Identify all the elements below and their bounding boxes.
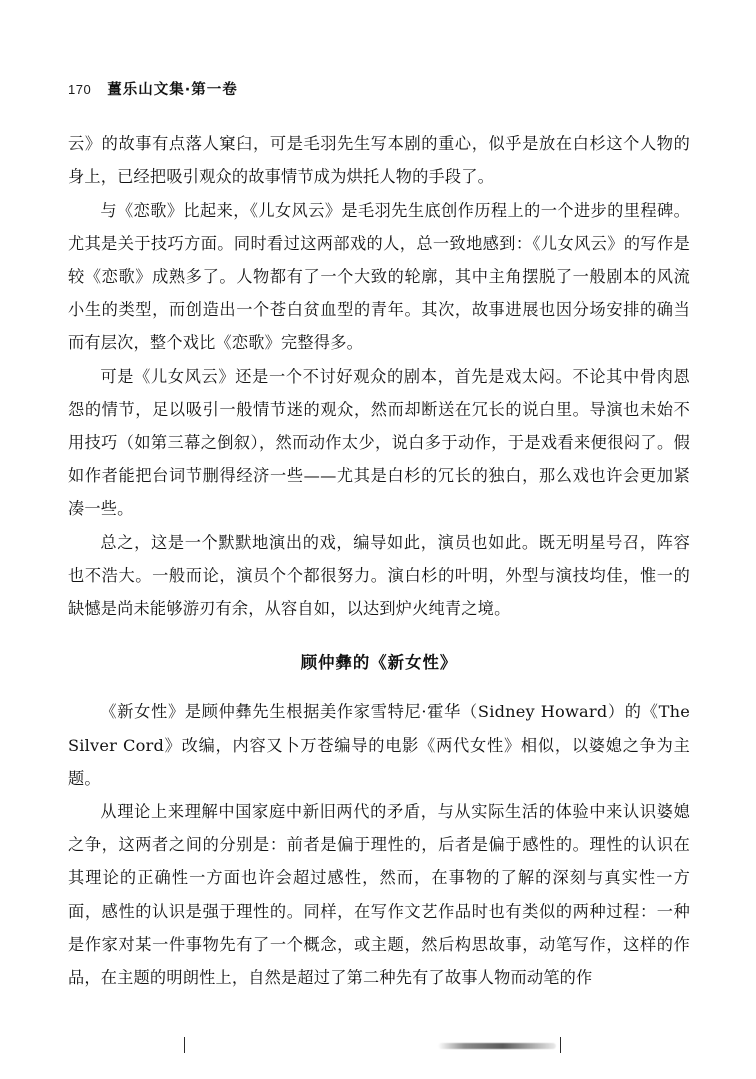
page-number: 170 [68,82,92,97]
section-heading: 顾仲彝的《新女性》 [300,653,458,673]
page-footer-marks [0,1033,756,1053]
running-title: 薑乐山文集·第一卷 [107,82,238,98]
registration-tick-right [560,1037,561,1053]
page-header [68,78,688,99]
scan-smudge [438,1043,556,1049]
paragraph: 可是《儿女风云》还是一个不讨好观众的剧本，首先是戏太闷。不论其中骨肉恩怨的情节，足以吸引一般情节迷的观众，然而却断送在冗长的说白里。导演也未始不用技巧（如第三幕之倒叙），然而动作太少，说白多于动作，于是戏看来便很闷了。假如作者能把台词节删得经济一些——尤其是白杉的冗长的独白，那么戏也许会更加紧凑一些。 [68,366,690,519]
paragraph: 云》的故事有点落人窠臼，可是毛羽先生写本剧的重心，似乎是放在白杉这个人物的身上，已经把吸引观众的故事情节成为烘托人物的手段了。 [68,134,690,187]
paragraph: 从理论上来理解中国家庭中新旧两代的矛盾，与从实际生活的体验中来认识婆媳之争，这两者之间的分别是：前者是偏于理性的，后者是偏于感性的。理性的认识在其理论的正确性一方面也许会超过感性，然而，在事物的了解的深刻与真实性一方面，感性的认识是强于理性的。同样，在写作文艺作品时也有类似的两种过程：一种是作家对某一件事物先有了一个概念，或主题，然后构思故事，动笔写作，这样的作品，在主题的明朗性上，自然是超过了第二种先有了故事人物而动笔的作 [68,802,690,988]
paragraph: 《新女性》是顾仲彝先生根据美作家雪特尼·霍华（Sidney Howard）的《The Silver Cord》改编，内容又卜万苍编导的电影《两代女性》相似，以婆媳之争为主题。 [68,702,690,788]
page-body [68,127,690,994]
paragraph: 与《恋歌》比起来，《儿女风云》是毛羽先生底创作历程上的一个进步的里程碑。尤其是关于技巧方面。同时看过这两部戏的人，总一致地感到：《儿女风云》的写作是较《恋歌》成熟多了。人物都有了一个大致的轮廓，其中主角摆脱了一般剧本的风流小生的类型，而创造出一个苍白贫血型的青年。其次，故事进展也因分场安排的确当而有层次，整个戏比《恋歌》完整得多。 [68,200,690,353]
registration-tick-left [184,1037,185,1053]
paragraph: 总之，这是一个默默地演出的戏，编导如此，演员也如此。既无明星号召，阵容也不浩大。一般而论，演员个个都很努力。演白杉的叶明，外型与演技均佳，惟一的缺憾是尚未能够游刃有余，从容自如，以达到炉火纯青之境。 [68,532,690,619]
